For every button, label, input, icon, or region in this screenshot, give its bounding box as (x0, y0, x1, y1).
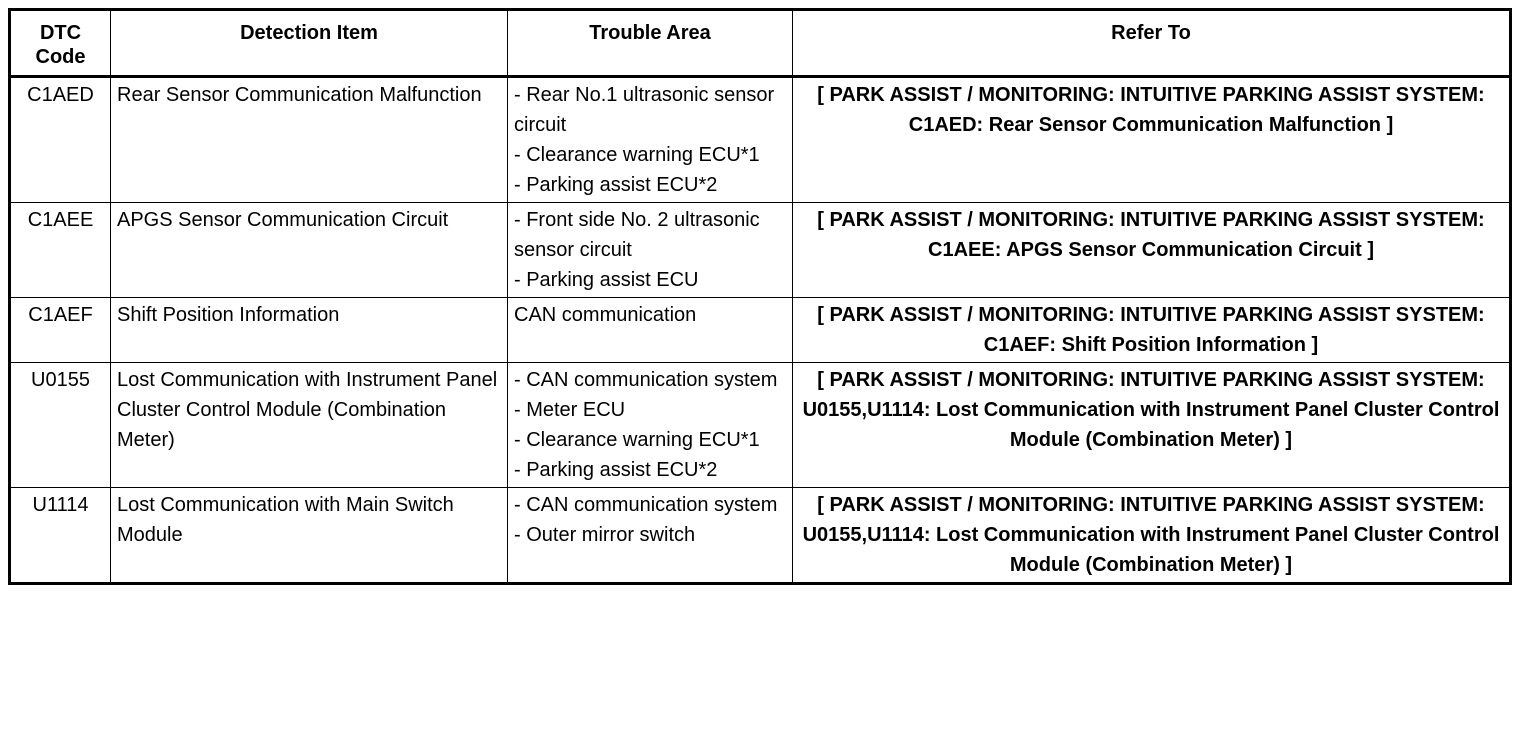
detection-item-cell: Shift Position Information (111, 298, 508, 363)
table-row (10, 488, 1511, 584)
dtc-table-container (8, 8, 1512, 585)
table-row (10, 298, 1511, 363)
header-detection-item: Detection Item (111, 10, 508, 77)
dtc-code-cell: U0155 (10, 363, 111, 488)
detection-item-cell: Rear Sensor Communication Malfunction (111, 77, 508, 203)
detection-item-cell: APGS Sensor Communication Circuit (111, 203, 508, 298)
trouble-area-line: - Parking assist ECU*2 (514, 459, 718, 481)
dtc-code-cell: C1AED (10, 77, 111, 203)
header-dtc-code-line2: Code (35, 46, 86, 68)
table-row (10, 77, 1511, 203)
trouble-area-cell (508, 488, 793, 584)
detection-item-cell: Lost Communication with Main Switch Module (111, 488, 508, 584)
refer-to-link[interactable]: [ PARK ASSIST / MONITORING: INTUITIVE PARKING ASSIST SYSTEM: U0155,U1114: Lost Communication with Instrument Panel Cluster Control Module (Combination Meter) ] (793, 488, 1511, 584)
trouble-area-cell (508, 298, 793, 363)
trouble-area-line: CAN communication (514, 304, 697, 326)
dtc-code-cell: C1AEF (10, 298, 111, 363)
dtc-code-cell: C1AEE (10, 203, 111, 298)
refer-to-link[interactable]: [ PARK ASSIST / MONITORING: INTUITIVE PARKING ASSIST SYSTEM: C1AEE: APGS Sensor Communication Circuit ] (793, 203, 1511, 298)
header-trouble-area: Trouble Area (508, 10, 793, 77)
refer-to-link[interactable]: [ PARK ASSIST / MONITORING: INTUITIVE PARKING ASSIST SYSTEM: U0155,U1114: Lost Communication with Instrument Panel Cluster Control Module (Combination Meter) ] (793, 363, 1511, 488)
detection-item-cell: Lost Communication with Instrument Panel Cluster Control Module (Combination Meter) (111, 363, 508, 488)
trouble-area-line: - CAN communication system (514, 494, 778, 516)
trouble-area-line: - Parking assist ECU*2 (514, 174, 718, 196)
header-dtc-code (10, 10, 111, 77)
trouble-area-cell (508, 203, 793, 298)
trouble-area-line: - Meter ECU (514, 399, 626, 421)
table-header-row (10, 10, 1511, 77)
trouble-area-line: - Parking assist ECU (514, 269, 699, 291)
trouble-area-line: - Rear No.1 ultrasonic sensor circuit (514, 84, 775, 136)
trouble-area-line: - Front side No. 2 ultrasonic sensor circuit (514, 209, 760, 261)
refer-to-link[interactable]: [ PARK ASSIST / MONITORING: INTUITIVE PARKING ASSIST SYSTEM: C1AED: Rear Sensor Communication Malfunction ] (793, 77, 1511, 203)
trouble-area-cell (508, 363, 793, 488)
trouble-area-line: - Clearance warning ECU*1 (514, 429, 760, 451)
dtc-table (8, 8, 1512, 585)
trouble-area-line: - Clearance warning ECU*1 (514, 144, 760, 166)
header-dtc-code-line1: DTC (39, 22, 82, 44)
trouble-area-line: - CAN communication system (514, 369, 778, 391)
table-row (10, 363, 1511, 488)
trouble-area-line: - Outer mirror switch (514, 524, 696, 546)
refer-to-link[interactable]: [ PARK ASSIST / MONITORING: INTUITIVE PARKING ASSIST SYSTEM: C1AEF: Shift Position Information ] (793, 298, 1511, 363)
dtc-code-cell: U1114 (10, 488, 111, 584)
trouble-area-cell (508, 77, 793, 203)
table-row (10, 203, 1511, 298)
header-refer-to: Refer To (793, 10, 1511, 77)
